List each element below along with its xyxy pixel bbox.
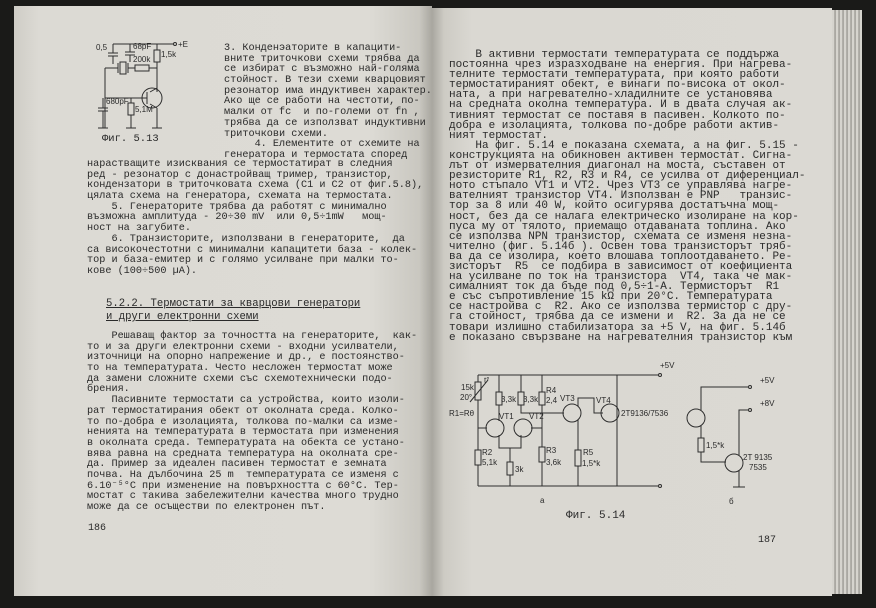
text-line: резонатор има индуктивен характер. xyxy=(224,85,432,97)
label-supply-b2: +8V xyxy=(760,399,775,408)
text-line: Ако ще се работи на честоти, по- xyxy=(224,96,420,108)
transistor-b2-icon xyxy=(725,454,743,472)
text-line: да. Пример за идеален пасивен термостат е земната xyxy=(87,459,387,471)
text-line: 5.2.2. Термостати за кварцови генератори xyxy=(106,298,361,310)
text-line: На фиг. 5.14 е показана схемата, а на фиг. 5.15 - xyxy=(449,139,799,152)
figure-5-13-labels xyxy=(96,40,188,114)
text-line: ната, а при нагревателно-хладилните се установява xyxy=(449,89,773,102)
text-line: на средната околна температура. И в двата случая ак- xyxy=(449,99,793,112)
text-line: в околната среда. Температурата на обекта се устано- xyxy=(87,437,405,449)
text-line: ност на загубите. xyxy=(87,223,191,235)
text-line: добра е изолацията, толкова по-добре работи актив- xyxy=(449,119,780,132)
label-vtb-type2: 7535 xyxy=(749,463,767,472)
label-thermo: t° xyxy=(484,376,490,385)
label-c3: 680pF xyxy=(106,97,129,106)
text-line: възможна амплитуда - 20÷30 mV или 0,5÷1mW мощ- xyxy=(87,212,387,224)
text-line: 6. Транзисторите, използвани в генераторите, да xyxy=(87,233,405,245)
text-line: га стойност, трябва да се измени и R2. За да не се xyxy=(449,311,786,324)
label-r3-value: 3,6k xyxy=(546,458,562,467)
label-vt4-type: 2T9136/7536 xyxy=(621,409,669,418)
label-r5-value: 1,5*k xyxy=(582,459,601,468)
text-line: зисторът R5 се подбира в зависимост от коефициента xyxy=(449,260,793,273)
label-rc1: 3,3k xyxy=(501,395,517,404)
label-r1-name: R1=Rθ xyxy=(449,409,475,418)
figure-5-14a-circuit xyxy=(470,374,662,488)
transistor-vt4-icon xyxy=(601,404,619,422)
text-line: телните термостати температурата, при която работи xyxy=(449,69,780,82)
label-vt2: VT2 xyxy=(529,412,544,421)
label-c2: 68pF xyxy=(133,42,152,51)
text-line: 4. Елементите от схемите на xyxy=(224,139,420,151)
text-line: вателният транзистор VT4. Използван е PNP транзис- xyxy=(449,190,793,203)
text-line: може да се осъществи по електронен път. xyxy=(87,502,326,513)
text-line: нарастващите изисквания се термостатират в следния xyxy=(87,159,393,170)
text-line: се настройва с R2. Ако се използва термистор с дру- xyxy=(449,301,793,314)
text-line: ният термостат. xyxy=(449,129,549,142)
label-re: 3k xyxy=(515,465,524,474)
label-r4-value: 2,4 xyxy=(546,396,558,405)
label-r4-name: R4 xyxy=(546,386,557,395)
text-line: е показано свързване на нагревателния транзистор към xyxy=(449,331,793,344)
text-line: то и за други електронни схеми - входни усилватели, xyxy=(87,341,399,353)
text-line: вява равна на средната температура на околната сре- xyxy=(87,448,399,460)
label-sub-a: а xyxy=(540,496,545,505)
text-line: рат термостатирания обект от околната среда. Колко- xyxy=(87,405,399,417)
label-supply-a: +5V xyxy=(660,361,675,370)
text-line: се избират с възможно най-голяма xyxy=(224,64,420,76)
text-line: да замени сложните схеми със схемотехнически подо- xyxy=(87,373,393,385)
transistor-vt2-icon xyxy=(514,419,532,437)
text-line: ност, без да се налага електрическо изолиране на кор- xyxy=(449,210,799,223)
text-line: лът от измервателния диагонал на моста, съставен от xyxy=(449,160,786,173)
label-sub-b: б xyxy=(729,497,734,506)
text-line: кове (100÷500 µA). xyxy=(87,265,198,277)
text-line: Пасивните термостати са устройства, които изоли- xyxy=(87,395,405,407)
text-line: на усилване по ток на транзистора VT4, така че мак- xyxy=(449,271,793,284)
text-line: постоянна чрез изразходване на енергия. При нагрева- xyxy=(449,59,793,72)
text-line: е със съпротивление 15 kΩ при 20°С. Температурата xyxy=(449,291,773,304)
text-line: мостат с такива забележителни качества много трудно xyxy=(87,491,399,503)
transistor-vt1-icon xyxy=(486,419,504,437)
text-line: ното стъпало VT1 и VT2. Чрез VT3 се управлява нагре- xyxy=(449,180,793,193)
label-c1: 0,5 xyxy=(96,43,108,52)
text-line: ненията на температурата в термостата при изменения xyxy=(87,427,399,439)
page-number-right: 187 xyxy=(758,535,777,546)
text-line: Решаващ фактор за точността на генераторите, как- xyxy=(87,331,418,342)
label-vtb-type1: 2T 9135 xyxy=(743,453,773,462)
text-line: 5. Генераторите трябва да работят с минимално xyxy=(87,201,387,213)
text-line: В активни термостати температурата се поддържа xyxy=(449,49,780,61)
text-line: вните триточкови схеми трябва да xyxy=(224,53,420,65)
text-line: термостатираният обект, е винаги по-висока от окол- xyxy=(449,79,786,92)
text-line: цялата схема на генератора, схемата на термостата. xyxy=(87,191,393,203)
label-r1-temp: 20° xyxy=(460,393,473,402)
label-vt1: VT1 xyxy=(499,412,514,421)
text-line: пуса му от тялото, приемащо отдаваната топлина. Ако xyxy=(449,220,786,233)
text-line: 3. Конденэаторите в капацити- xyxy=(224,43,402,54)
text-line: триточкови схеми. xyxy=(224,128,328,140)
label-rb-value: 1,5*k xyxy=(706,441,725,450)
label-supply-b1: +5V xyxy=(760,376,775,385)
label-r2: 200k xyxy=(133,55,151,64)
label-r1: 1,5k xyxy=(161,50,177,59)
text-line: конструкцията на обикновен активен термостат. Сигна- xyxy=(449,149,793,162)
text-line: брения. xyxy=(87,384,130,396)
text-line: малки от fc и по-големи от fn , xyxy=(224,107,420,119)
text-line: то на температурата. Често несложен термостат може xyxy=(87,363,393,375)
text-line: тор за 8 или 40 W, който осигурява достатъчна мощ- xyxy=(449,200,780,213)
text-line: товари излишно стабилизатора за +5 V, на фиг. 5.14б xyxy=(449,321,786,334)
text-line: са високочестотни с минимални капацитети база - колек- xyxy=(87,244,418,256)
label-r3: 5,1M xyxy=(135,105,153,114)
label-rc2: 3,3k xyxy=(523,395,539,404)
text-line: се използва NPN транзистор, схемата се изменя незна- xyxy=(449,230,793,243)
figure-caption-5-13: Фиг. 5.13 xyxy=(102,133,159,145)
text-line: 6.10⁻⁵°С при изменение на повърхността с 60°С. Тер- xyxy=(87,480,399,492)
text-line: стойност. В тези схеми кварцовият xyxy=(224,75,426,87)
text-line: кондензатори в триточковата схема (C1 и C2 от фиг.5.8), xyxy=(87,180,424,192)
text-line: тивният термостат се поставя в пасивен. Колкото по- xyxy=(449,109,786,122)
transistor-b1-icon xyxy=(687,409,705,427)
figure-5-14-labels xyxy=(449,361,775,506)
text-line: резисторите R1, R2, R3 и R4, се усилва от диференциал- xyxy=(449,170,806,183)
label-vt4: VT4 xyxy=(596,396,611,405)
text-line: и други електронни схеми xyxy=(106,311,259,323)
text-line: източници на опорно напрежение и др., е постоянство- xyxy=(87,352,405,364)
figure-5-14b-circuit xyxy=(687,386,752,488)
text-line: сималният ток да бъде под 0,5÷1-A. Термисторът R1 xyxy=(449,281,780,294)
text-line: ва да се изолира, което влошава топлоотдаването. Ре- xyxy=(449,250,793,263)
transistor-vt3-icon xyxy=(563,404,581,422)
text-line: то по-добра е изолацията, толкова по-малки са изме- xyxy=(87,416,399,428)
figure-caption-5-14: Фиг. 5.14 xyxy=(566,510,626,522)
text-line: почва. На дълбочина 25 m температурата се изменя с xyxy=(87,469,399,481)
label-r5-name: R5 xyxy=(583,448,594,457)
label-r2-value: 5,1k xyxy=(482,458,498,467)
page-number-left: 186 xyxy=(88,523,107,534)
label-r1-value: 15k xyxy=(461,383,474,392)
text-line: трябва да се използват индуктивни xyxy=(224,117,426,129)
label-vt3: VT3 xyxy=(560,394,575,403)
label-r2-name: R2 xyxy=(482,448,493,457)
text-line: ред - резонатор с донастройващ тример, транзистор, xyxy=(87,169,393,181)
text-line: тор и база-емитер и с голямо усилване при малки то- xyxy=(87,255,399,267)
text-line: генератора и термостата според xyxy=(224,149,408,161)
label-r3-name: R3 xyxy=(546,446,557,455)
label-supply: +E xyxy=(178,40,189,49)
text-line: чително (фиг. 5.14б ). Освен това транзисторът тряб- xyxy=(449,240,793,253)
